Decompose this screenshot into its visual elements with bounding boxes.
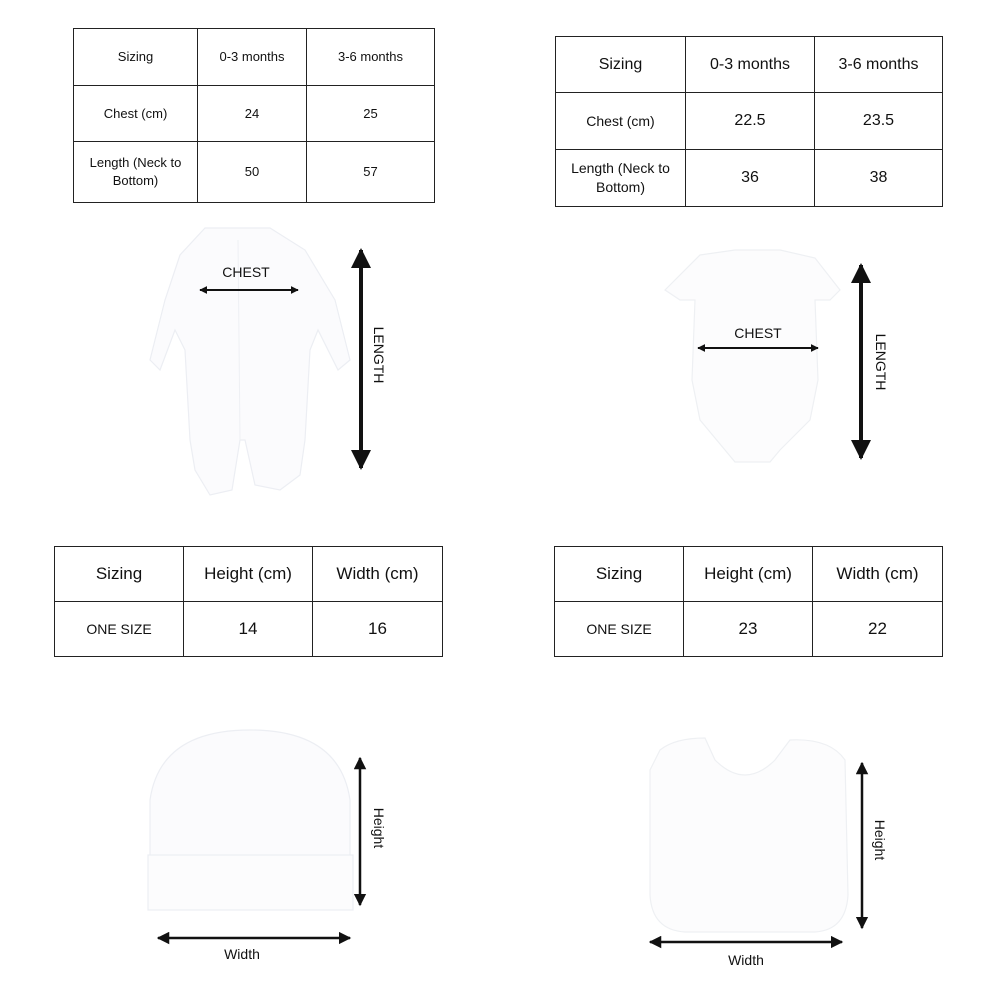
sleepsuit-chest-label: CHEST <box>222 264 270 280</box>
bodysuit-length-label: LENGTH <box>873 333 889 391</box>
value-cell: 22.5 <box>686 93 815 150</box>
header-cell: Sizing <box>555 547 684 602</box>
header-cell: 0-3 months <box>198 29 307 86</box>
row-label: Chest (cm) <box>556 93 686 150</box>
row-label: ONE SIZE <box>55 602 184 657</box>
bib-height-label: Height <box>872 819 888 861</box>
bodysuit-chest-label: CHEST <box>734 325 782 341</box>
header-cell: 3-6 months <box>815 37 943 93</box>
row-label: Chest (cm) <box>74 86 198 142</box>
header-cell: Sizing <box>556 37 686 93</box>
row-label: Length (Neck to Bottom) <box>74 142 198 203</box>
bib-width-label: Width <box>728 952 764 968</box>
value-cell: 57 <box>307 142 435 203</box>
sleepsuit-length-label: LENGTH <box>371 326 387 384</box>
hat-image <box>148 730 353 910</box>
value-cell: 23.5 <box>815 93 943 150</box>
value-cell: 22 <box>813 602 943 657</box>
header-cell: Sizing <box>74 29 198 86</box>
row-label: Length (Neck to Bottom) <box>556 150 686 207</box>
header-cell: Height (cm) <box>684 547 813 602</box>
bib-image <box>650 738 848 932</box>
header-cell: Height (cm) <box>184 547 313 602</box>
header-cell: Width (cm) <box>813 547 943 602</box>
hat-height-label: Height <box>371 807 387 849</box>
value-cell: 50 <box>198 142 307 203</box>
bodysuit-image <box>665 250 840 462</box>
value-cell: 36 <box>686 150 815 207</box>
hat-width-label: Width <box>224 946 260 962</box>
header-cell: 3-6 months <box>307 29 435 86</box>
value-cell: 24 <box>198 86 307 142</box>
value-cell: 38 <box>815 150 943 207</box>
value-cell: 16 <box>313 602 443 657</box>
header-cell: Sizing <box>55 547 184 602</box>
value-cell: 14 <box>184 602 313 657</box>
value-cell: 25 <box>307 86 435 142</box>
row-label: ONE SIZE <box>555 602 684 657</box>
header-cell: 0-3 months <box>686 37 815 93</box>
value-cell: 23 <box>684 602 813 657</box>
header-cell: Width (cm) <box>313 547 443 602</box>
